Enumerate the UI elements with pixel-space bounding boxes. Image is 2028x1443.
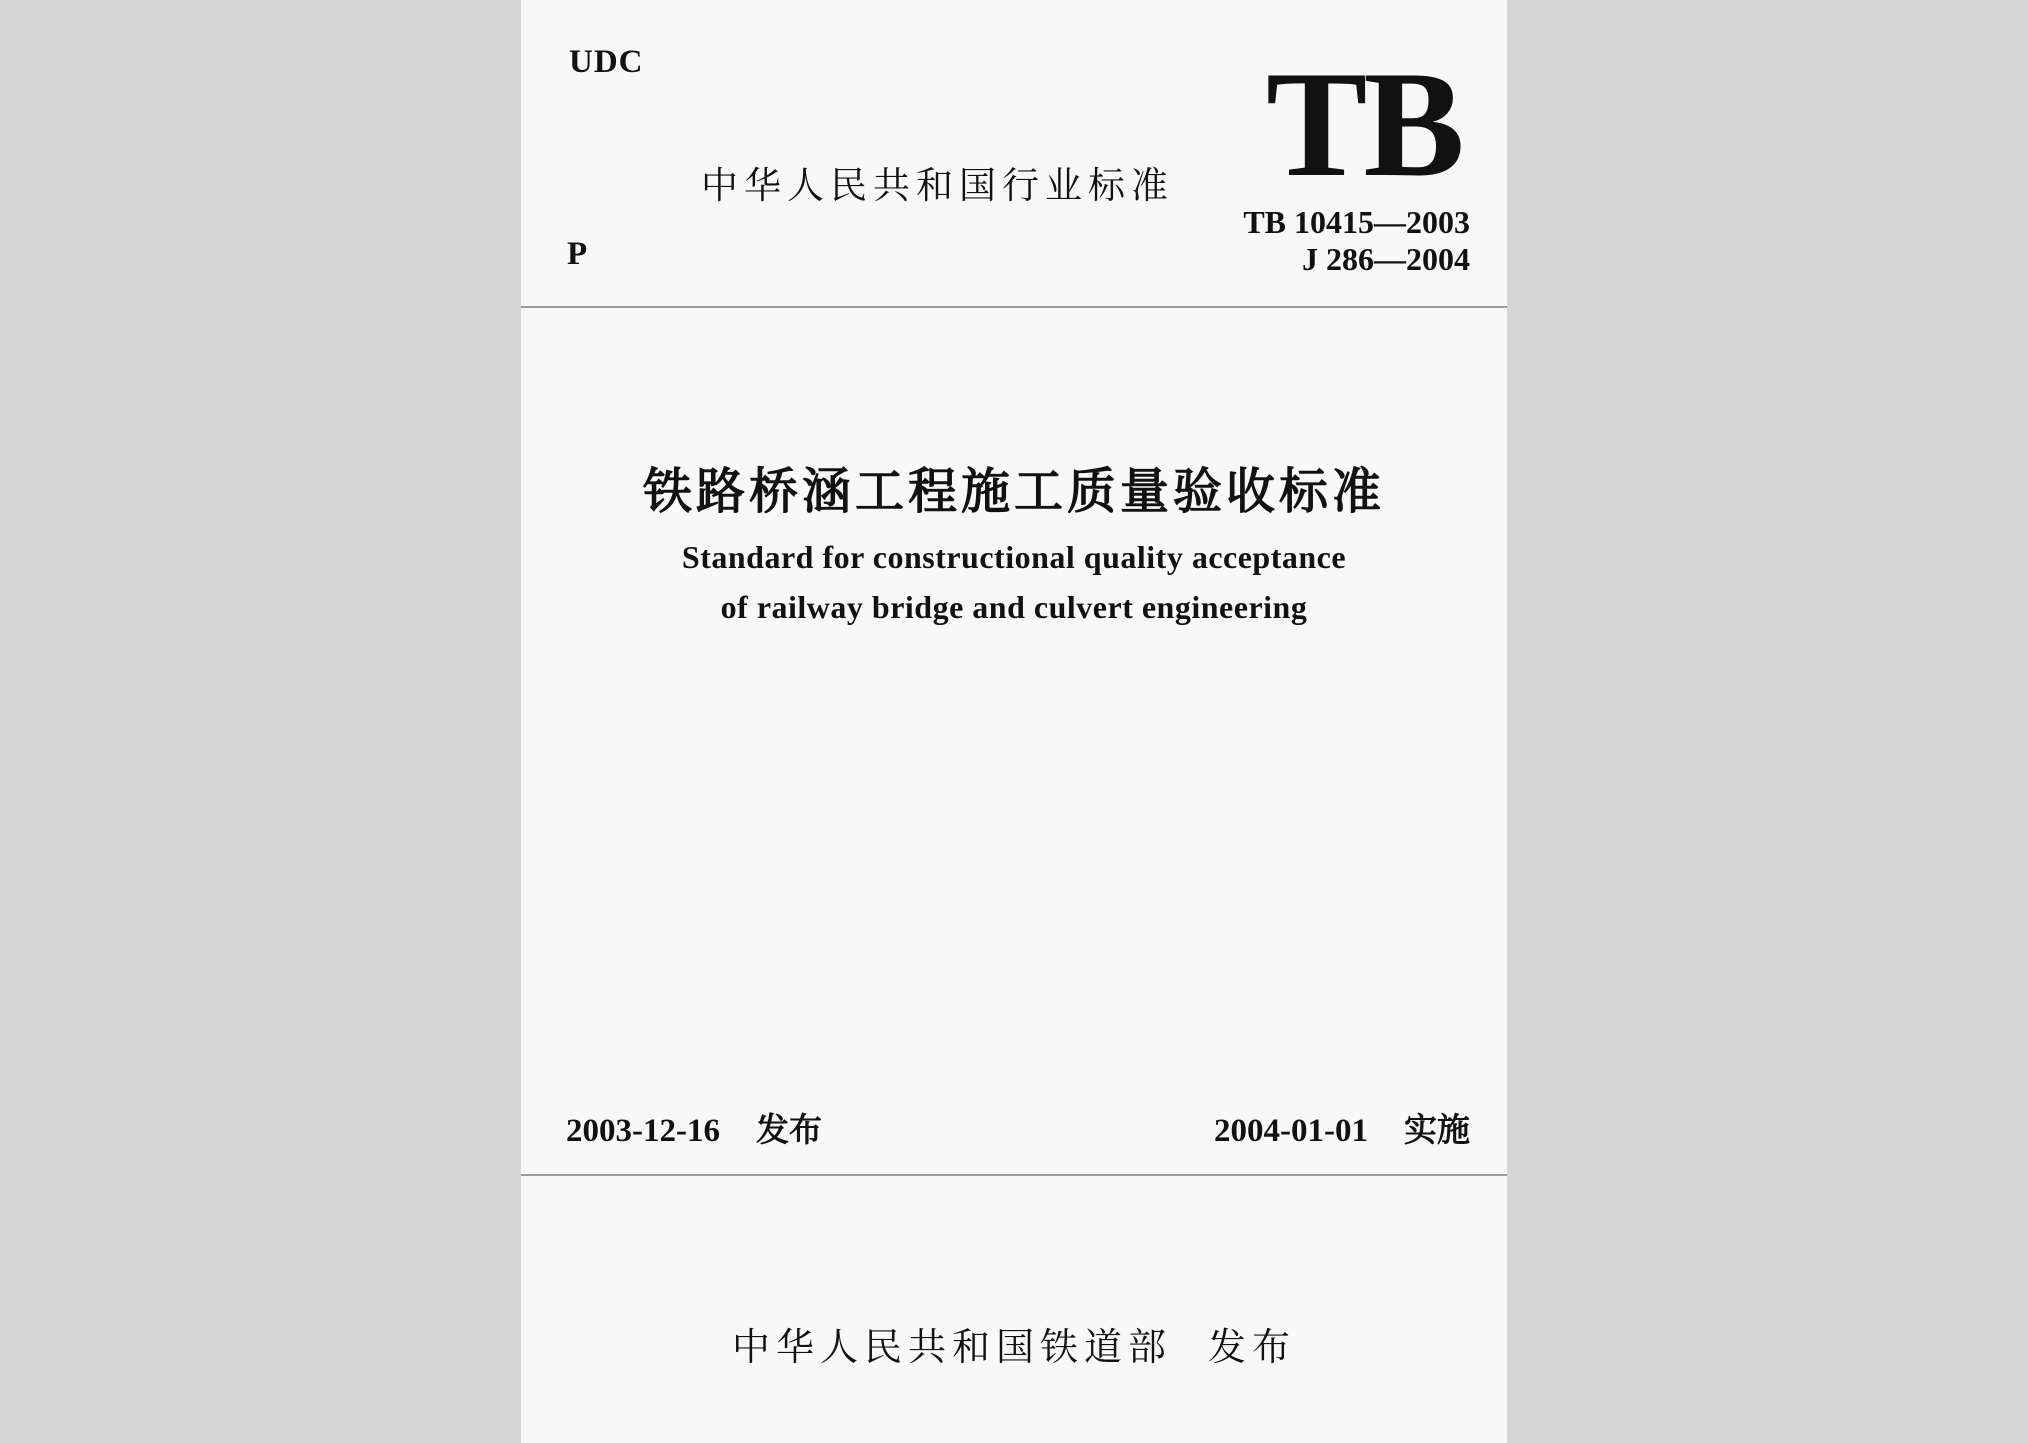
implement-date: 2004-01-01 [1214,1113,1368,1149]
issuer-label: 发布 [1208,1325,1297,1369]
issuer-name: 中华人民共和国铁道部 [731,1325,1172,1369]
publish-date: 2003-12-16 [566,1113,720,1149]
title-english-line1: Standard for constructional quality acceptance [681,539,1347,575]
category-code: P [567,236,588,272]
tb-logo: TB [1266,40,1461,208]
standard-number: TB 10415—2003 [1243,204,1470,240]
bottom-divider [521,1174,1507,1176]
issuer-block [521,1316,1507,1371]
implement-date-block [1214,1104,1470,1151]
record-number: J 286—2004 [1302,241,1470,277]
udc-label: UDC [569,44,644,80]
top-divider [521,306,1507,308]
title-chinese: 铁路桥涵工程施工质量验收标准 [642,463,1385,520]
publish-label: 发布 [755,1110,822,1149]
document-cover [521,0,1507,1443]
publish-date-block [566,1104,822,1151]
industry-standard-label: 中华人民共和国行业标准 [701,164,1174,207]
title-english-line2: of railway bridge and culvert engineering [720,589,1308,625]
implement-label: 实施 [1404,1110,1470,1149]
